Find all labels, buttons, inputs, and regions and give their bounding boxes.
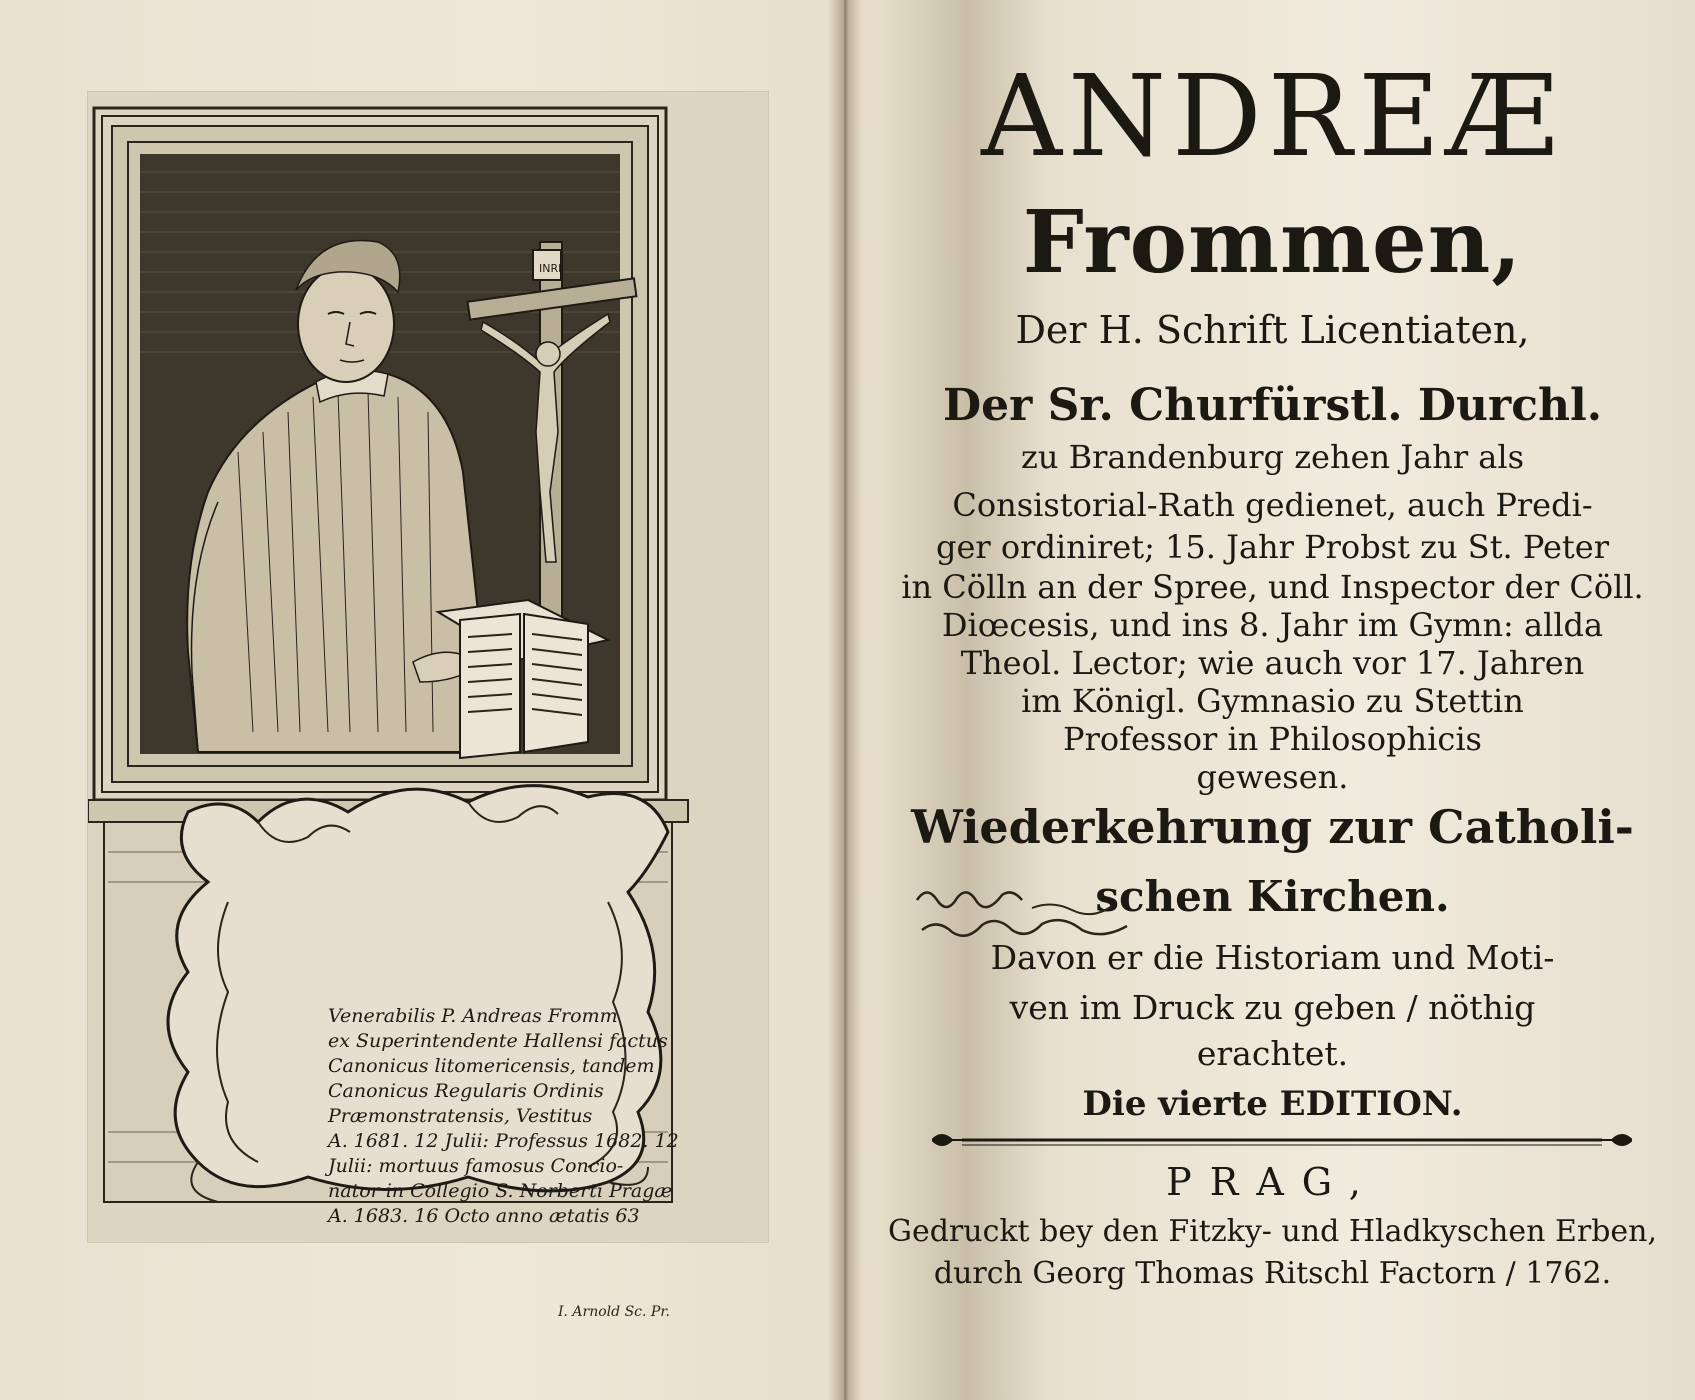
author-surname: Frommen, (1022, 192, 1523, 293)
handwritten-annotation (912, 880, 1162, 950)
cross-inscription: INRI (539, 262, 562, 275)
caption-line: A. 1681. 12 Julii: Professus 1682. 12 (328, 1130, 679, 1152)
imprint-place: PRAG, (1166, 1160, 1379, 1204)
imprint-printer: Gedruckt bey den Fitzky- und Hladkyschen Erben, (887, 1214, 1658, 1249)
caption-line: Venerabilis P. Andreas Fromm (328, 1005, 618, 1027)
description-line: Davon er die Historiam und Moti- (990, 938, 1555, 977)
frontispiece-caption (328, 1004, 688, 1229)
main-title: Wiederkehrung zur Catholi- (911, 800, 1634, 854)
body-line: gewesen. (1196, 758, 1349, 796)
subtitle-licentiate: Der H. Schrift Licentiaten, (1015, 308, 1530, 352)
caption-line: Julii: mortuus famosus Concio- (328, 1155, 624, 1177)
body-line: zu Brandenburg zehen Jahr als (1020, 438, 1525, 476)
left-page (0, 0, 840, 1400)
engraver-signature: I. Arnold Sc. Pr. (558, 1304, 670, 1320)
caption-line: ex Superintendente Hallensi factus (328, 1030, 668, 1052)
description-line: ven im Druck zu geben / nöthig (1009, 988, 1536, 1027)
body-line: ger ordiniret; 15. Jahr Probst zu St. Peter (935, 528, 1610, 566)
main-title-continued: schen Kirchen. (1095, 872, 1450, 921)
open-book (438, 600, 608, 758)
frontispiece-plate (88, 92, 768, 1320)
body-line: Theol. Lector; wie auch vor 17. Jahren (960, 644, 1585, 682)
subtitle-elector: Der Sr. Churfürstl. Durchl. (942, 380, 1603, 431)
ornamental-rule (932, 1130, 1632, 1150)
caption-line: nator in Collegio S. Norberti Pragæ (328, 1180, 673, 1202)
caption-line: Canonicus Regularis Ordinis (328, 1080, 604, 1102)
body-line: Professor in Philosophicis (1063, 720, 1482, 758)
imprint-factor-date: durch Georg Thomas Ritschl Factorn / 1762. (933, 1256, 1612, 1291)
author-name: ANDREÆ (981, 52, 1564, 182)
caption-line: A. 1683. 16 Octo anno ætatis 63 (328, 1205, 640, 1227)
description-line: erachtet. (1196, 1034, 1349, 1073)
body-line: Diœcesis, und ins 8. Jahr im Gymn: allda (941, 606, 1604, 644)
title-page (850, 0, 1695, 1400)
body-line: Consistorial-Rath gedienet, auch Predi- (952, 486, 1593, 524)
edition-statement: Die vierte EDITION. (1082, 1084, 1463, 1124)
caption-line: Canonicus litomericensis, tandem (328, 1055, 655, 1077)
caption-line: Præmonstratensis, Vestitus (328, 1105, 593, 1127)
body-line: im Königl. Gymnasio zu Stettin (1021, 682, 1524, 720)
body-line: in Cölln an der Spree, und Inspector der Cöll. (901, 568, 1644, 606)
